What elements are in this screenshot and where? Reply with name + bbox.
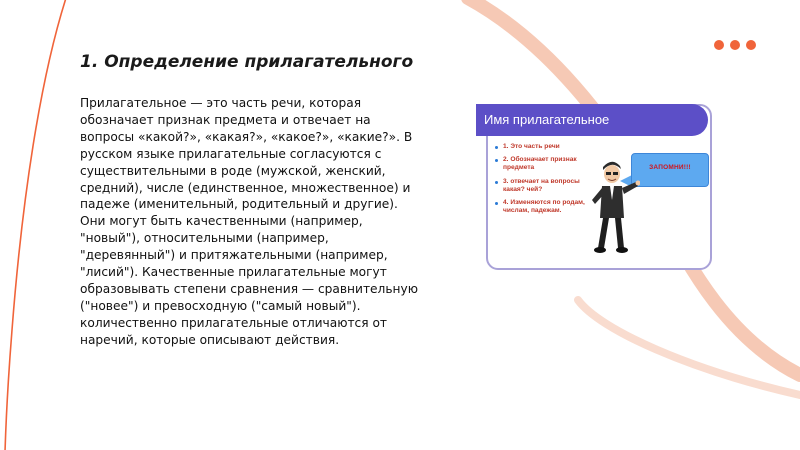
slide-title: 1. Определение прилагательного <box>80 52 414 72</box>
card-header: Имя прилагательное <box>476 104 708 136</box>
card-list-item: 3. отвечает на вопросы какая? чей? <box>494 178 594 194</box>
speech-bubble-text: ЗАПОМНИ!!! <box>649 164 691 171</box>
decorative-dot-icon <box>746 40 756 50</box>
decorative-line-left <box>5 0 66 450</box>
slide-body-text: Прилагательное — это часть речи, которая обозначает признак предмета и отвечает на вопросы «какой?», «какая?», «какое?», «какие?». В русском языке прилагательные согласуются с существительными в роде (мужской, женский, средний), числе (единственное, множественное) и падеже (именительный, родительный и другие). Они могут быть качественными (например, "новый"), относительными (например, "деревянный") и притяжательными (например, "лисий"). Качественные прилагательные могут образовывать степени сравнения — сравнительную ("новее") и превосходную ("самый новый"). количественно прилагательные отличаются от наречий, которые описывают действия. <box>80 96 418 347</box>
card-list <box>494 143 594 220</box>
decorative-dot-icon <box>730 40 740 50</box>
decorative-dots <box>714 40 756 50</box>
decorative-dot-icon <box>714 40 724 50</box>
card-list-item: 1. Это часть речи <box>494 143 594 151</box>
card-list-item: 2. Обозначает признак предмета <box>494 156 594 172</box>
cartoon-figure-icon <box>590 160 640 255</box>
card-list-item: 4. Изменяются по родам, числам, падежам. <box>494 199 594 215</box>
speech-bubble <box>631 153 709 187</box>
